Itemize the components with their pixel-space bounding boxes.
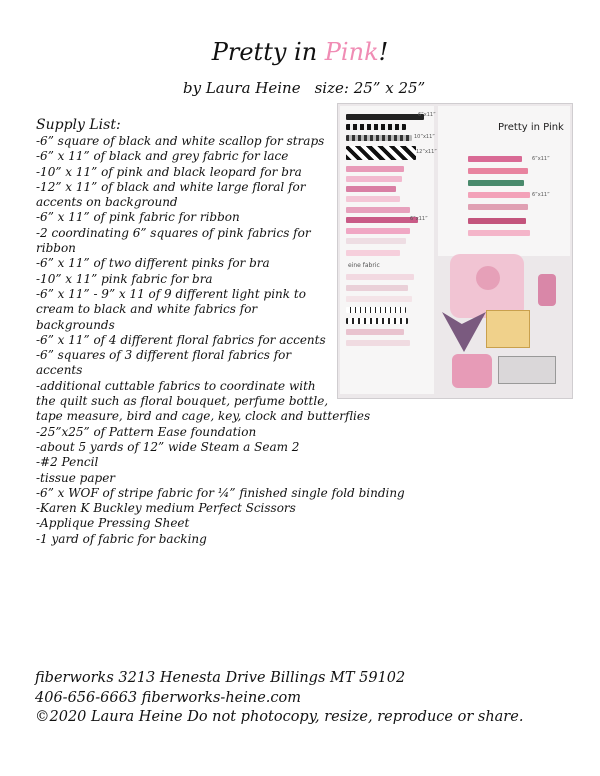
title-prefix: Pretty in [211, 38, 325, 66]
perfume-bottle-piece [538, 274, 556, 306]
footer-contact: 406-656-6663 fiberworks-heine.com [35, 689, 302, 706]
title-highlight: Pink [324, 38, 379, 66]
size-tag: 12”x11” [416, 149, 437, 155]
title-suffix: ! [378, 38, 389, 66]
fabric-strip [346, 217, 418, 223]
quilt-size: size: 25” x 25” [314, 79, 426, 97]
supply-item: accents [36, 363, 83, 378]
footer [35, 669, 523, 728]
supply-item: -6” squares of 3 different floral fabrics for [36, 348, 292, 363]
fabric-strip [468, 192, 530, 198]
fabric-strip [468, 180, 524, 186]
butterfly-piece [442, 312, 486, 352]
supply-item: -#2 Pencil [36, 455, 99, 470]
supply-item: -6” x 11” - 9” x 11 of 9 different light pink to [36, 286, 306, 301]
supply-item: tape measure, bird and cage, key, clock and butterflies [36, 409, 371, 424]
fabric-label: eine fabric [348, 262, 380, 269]
supply-item: -6” square of black and white scallop for straps [36, 134, 325, 148]
fabric-strip [468, 218, 526, 224]
fabric-strip [346, 318, 408, 324]
bra-piece [452, 354, 492, 388]
fabric-strip [468, 230, 530, 236]
fabric-strip [346, 186, 396, 192]
supply-item: -additional cuttable fabrics to coordinate with [36, 378, 316, 393]
supply-item: -6” x 11” of two different pinks for bra [36, 256, 270, 271]
fabric-strip [346, 114, 424, 120]
supply-item: backgrounds [36, 317, 115, 332]
supply-item: -about 5 yards of 12” wide Steam a Seam 2 [36, 439, 300, 454]
supply-item: -Applique Pressing Sheet [36, 516, 190, 531]
clock-piece [486, 310, 530, 348]
tape-measure-piece [498, 356, 556, 384]
size-tag: 6”x11” [532, 192, 550, 198]
supply-item: -6” x 11” of black and grey fabric for lace [36, 149, 289, 164]
supply-item: -1 yard of fabric for backing [36, 531, 207, 546]
size-tag: 10”x11” [414, 134, 435, 140]
fabric-strip [468, 204, 528, 210]
fabric-layout-photo [337, 103, 573, 399]
supply-item: -6” x WOF of stripe fabric for ¼” finished single fold binding [36, 485, 405, 500]
supply-item: -tissue paper [36, 470, 116, 485]
size-tag: 6”x11” [532, 156, 550, 162]
supply-item: -12” x 11” of black and white large floral for [36, 179, 306, 194]
supply-item: -Karen K Buckley medium Perfect Scissors [36, 501, 296, 516]
supply-item: ribbon [36, 241, 76, 256]
supply-list-heading: Supply List: [36, 117, 121, 133]
fabric-strip [346, 250, 400, 256]
size-tag: 6”x11” [410, 216, 428, 222]
fabric-strip [346, 124, 406, 130]
rose-motif [476, 266, 500, 290]
fabric-strip [346, 296, 412, 302]
supply-item: -6” x 11” of pink fabric for ribbon [36, 210, 240, 225]
photo-label: Pretty in Pink [498, 122, 564, 133]
fabric-strip [346, 166, 404, 172]
fabric-strip [468, 156, 522, 162]
fabric-strip [468, 168, 528, 174]
fabric-strip [346, 207, 410, 213]
fabric-strip [346, 238, 406, 244]
footer-copyright: ©2020 Laura Heine Do not photocopy, resize, reproduce or share. [35, 709, 524, 725]
byline [183, 79, 425, 97]
fabric-strip [346, 135, 412, 141]
fabric-strip [346, 146, 416, 160]
fabric-strip [346, 228, 410, 234]
fabric-strip [346, 274, 414, 280]
supply-item: -10” x 11” of pink and black leopard for bra [36, 164, 302, 179]
supply-item: -6” x 11” of 4 different floral fabrics for accents [36, 332, 326, 347]
fabric-strip [346, 196, 400, 202]
author: by Laura Heine [183, 79, 301, 97]
supply-item: -25”x25” of Pattern Ease foundation [36, 424, 257, 439]
supply-item: cream to black and white fabrics for [36, 302, 258, 317]
supply-item: the quilt such as floral bouquet, perfume bottle, [36, 394, 329, 409]
supply-item: -10” x 11” pink fabric for bra [36, 271, 213, 286]
fabric-strip [346, 307, 406, 313]
page-title [0, 38, 600, 66]
size-tag: 6”x11” [418, 112, 436, 118]
fabric-strip [346, 329, 404, 335]
fabric-strip [346, 285, 408, 291]
footer-address: fiberworks 3213 Henesta Drive Billings MT 59102 [35, 670, 406, 686]
fabric-strip [346, 176, 402, 182]
supply-item: accents on background [36, 195, 178, 210]
supply-item: -2 coordinating 6” squares of pink fabrics for [36, 225, 311, 240]
fabric-strip [346, 340, 410, 346]
